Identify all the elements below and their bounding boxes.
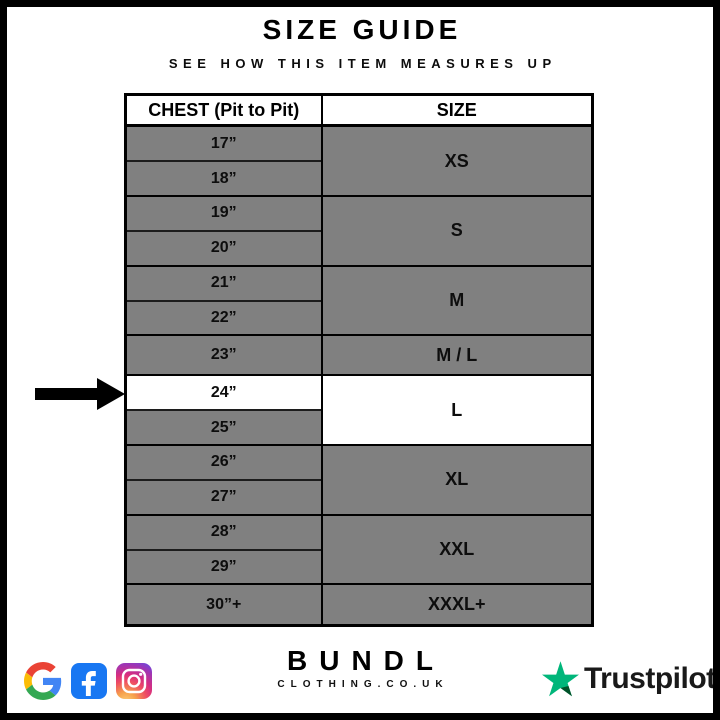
size-cell: L [322,375,593,445]
size-cell: XXL [322,515,593,585]
size-cell: XS [322,126,593,197]
measurement-cell: 27” [126,480,322,515]
measurement-cell: 19” [126,196,322,231]
brand-name: BUNDL [287,645,445,676]
column-header-chest: CHEST (Pit to Pit) [126,95,322,126]
table-row [126,445,593,480]
table-row [126,584,593,625]
table-row [126,266,593,301]
size-table [124,93,594,627]
measurement-cell: 17” [126,126,322,162]
measurement-cell: 25” [126,410,322,445]
page-subtitle: SEE HOW THIS ITEM MEASURES UP [168,56,557,71]
measurement-cell: 29” [126,550,322,585]
measurement-cell: 23” [126,335,322,375]
measurement-cell: 18” [126,161,322,196]
table-row [126,515,593,550]
measurement-cell: 20” [126,231,322,266]
trustpilot-logo [542,661,716,697]
measurement-cell: 21” [126,266,322,301]
measurement-cell: 22” [126,301,322,336]
size-cell: XXXL+ [322,584,593,625]
page-title: SIZE GUIDE [262,14,462,45]
size-cell: XL [322,445,593,515]
measurement-cell: 26” [126,445,322,480]
size-cell: M [322,266,593,336]
trustpilot-label: Trustpilot [584,662,716,695]
highlight-arrow-icon [35,378,125,410]
size-cell: S [322,196,593,266]
measurement-cell: 24” [126,375,322,410]
column-header-size: SIZE [322,95,593,126]
table-row [126,126,593,162]
size-table-body [126,126,593,626]
table-row [126,196,593,231]
table-header-row [126,95,593,126]
brand-domain: CLOTHING.CO.UK [277,679,449,690]
measurement-cell: 28” [126,515,322,550]
table-row [126,335,593,375]
size-cell: M / L [322,335,593,375]
measurement-cell: 30”+ [126,584,322,625]
trustpilot-star-icon [542,661,579,697]
table-row [126,375,593,410]
